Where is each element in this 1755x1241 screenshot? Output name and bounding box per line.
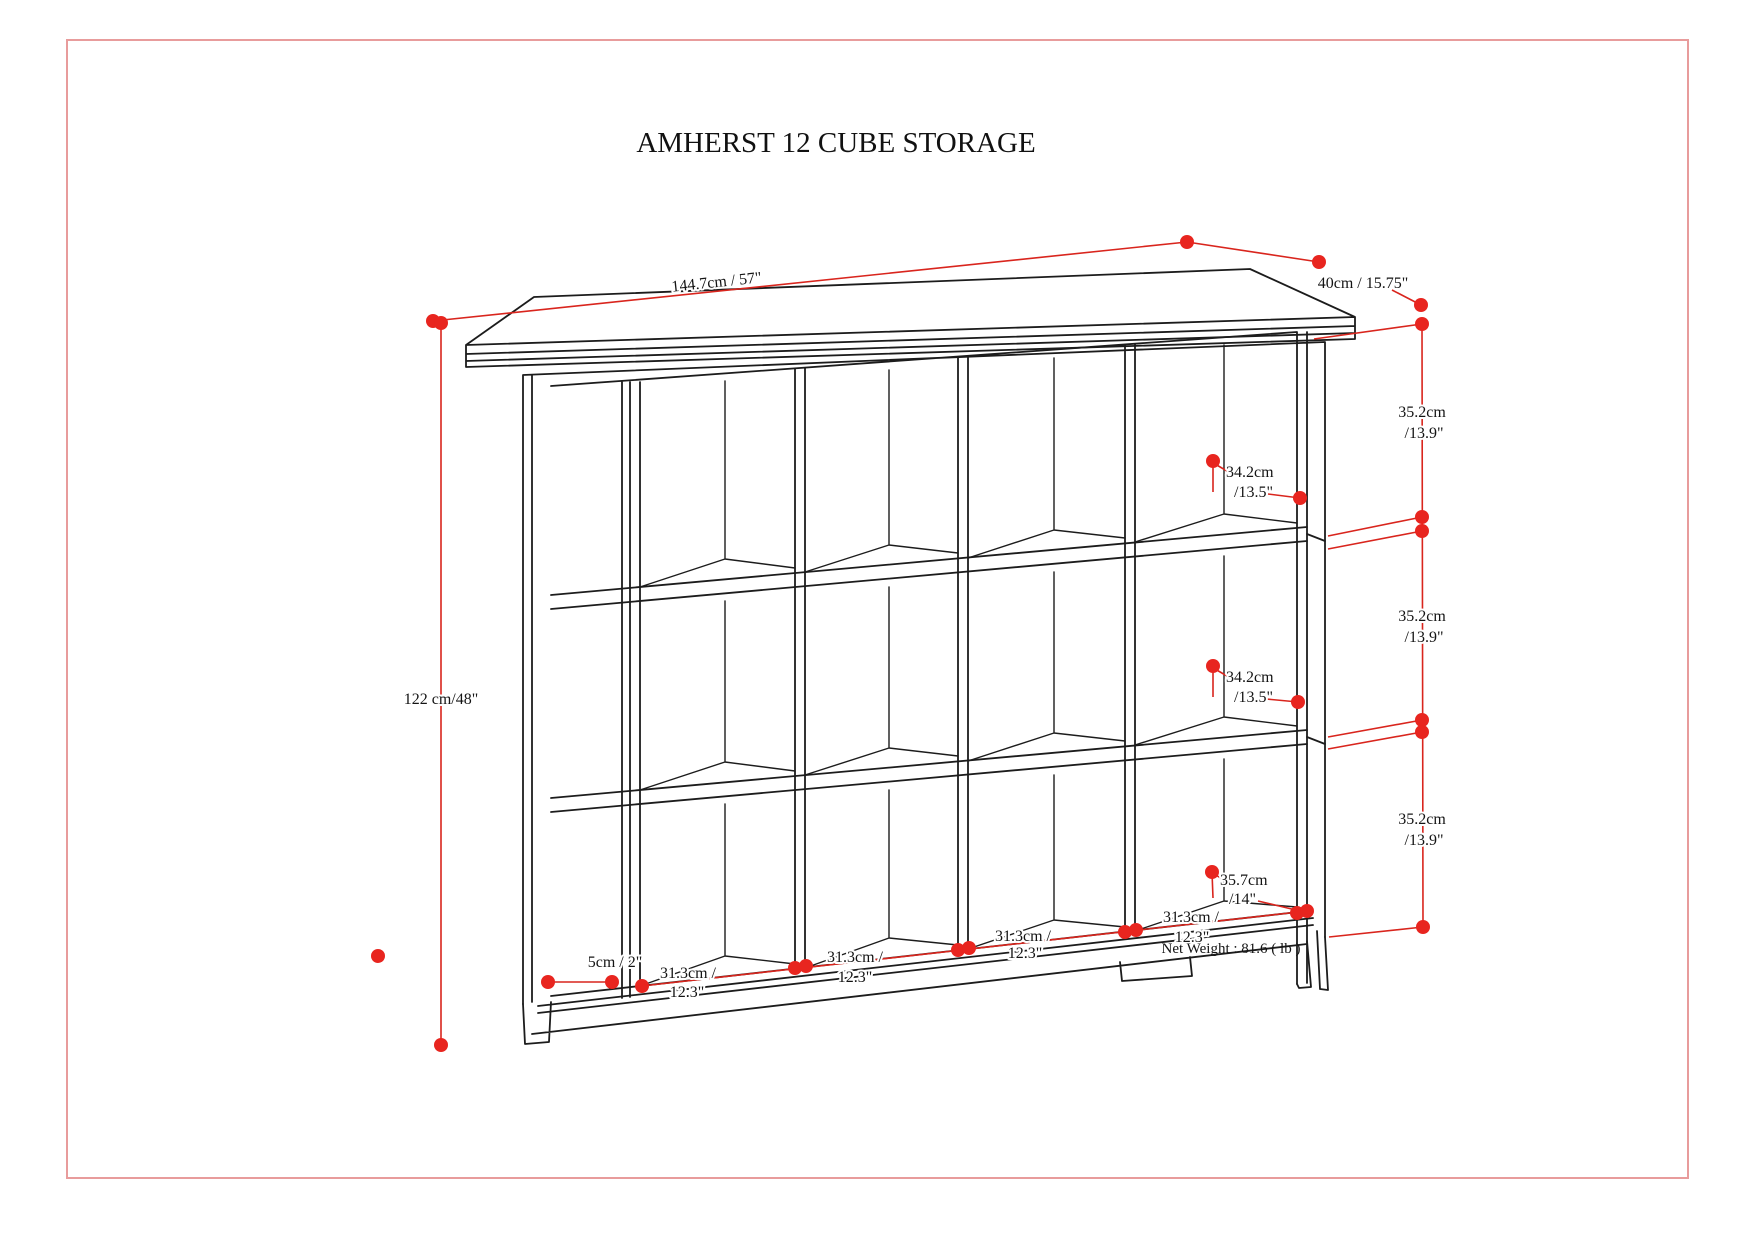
dim-dot — [1206, 454, 1220, 468]
dim-section-height-2-label: /13.9" — [1404, 629, 1444, 646]
dim-dot — [1414, 298, 1428, 312]
cabinet-top-molding — [466, 269, 1355, 367]
dim-dot — [1206, 659, 1220, 673]
cabinet-dividers — [795, 344, 1135, 969]
page-title: AMHERST 12 CUBE STORAGE — [636, 127, 1036, 159]
net-weight-label: Net Weight : 81.6 ( lb ) — [1161, 941, 1301, 957]
dim-dot — [799, 959, 813, 973]
dim-cube-width-1-label: 12.3" — [669, 984, 705, 1001]
dim-dot — [1300, 904, 1314, 918]
dim-bottom-cube-height-label: 35.7cm — [1220, 872, 1268, 889]
dim-cube-width-3-label: 31.3cm / — [995, 928, 1051, 945]
dim-overall-width-line — [433, 242, 1187, 321]
dim-overall-height-label: 122 cm/48" — [403, 691, 479, 708]
dim-dot — [434, 316, 448, 330]
dim-base-height-label: 5cm / 2" — [587, 954, 643, 971]
dim-dot — [541, 975, 555, 989]
dim-section-height-1-label: 35.2cm — [1398, 404, 1446, 421]
dim-cube-width-2-label: 31.3cm / — [827, 949, 883, 966]
dim-cube-width-2-label: 12.3" — [837, 969, 873, 986]
dim-cube-width-1-label: 31.3cm / — [660, 965, 716, 982]
dim-overall-width-label: 144.7cm / 57" — [670, 269, 763, 296]
dim-dot — [1415, 317, 1429, 331]
dim-overall-depth-label: 40cm / 15.75" — [1317, 275, 1409, 292]
dim-cube-height-1-label: /13.5" — [1234, 484, 1273, 501]
dim-cube-height-2-label: 34.2cm — [1226, 669, 1274, 686]
dim-cube-width-4-label: 31.3cm / — [1163, 909, 1219, 926]
cabinet-line-drawing — [466, 269, 1355, 1044]
dim-bottom-cube-height-label: /14" — [1229, 891, 1256, 908]
dim-dot — [1205, 865, 1219, 879]
dim-cube-width-4-label: 12.3" — [1174, 929, 1210, 946]
dim-dot — [1312, 255, 1326, 269]
dim-dot — [605, 975, 619, 989]
dim-section-height-3-label: 35.2cm — [1398, 811, 1446, 828]
dim-dot — [1415, 725, 1429, 739]
dim-cube-width-3-label: 12.3" — [1007, 945, 1043, 962]
dim-cube-height-1-label: 34.2cm — [1226, 464, 1274, 481]
cabinet-frame — [523, 332, 1325, 1004]
dim-dot — [1129, 923, 1143, 937]
dim-section-height-3-label: /13.9" — [1404, 832, 1444, 849]
dim-cube-height-2-label: /13.5" — [1234, 689, 1273, 706]
dim-dot — [1415, 713, 1429, 727]
dim-dot — [635, 979, 649, 993]
dim-dot — [371, 949, 385, 963]
dim-dot — [434, 1038, 448, 1052]
dim-dot — [1415, 524, 1429, 538]
dim-section-height-1-label: /13.9" — [1404, 425, 1444, 442]
dim-overall-depth-line — [1187, 242, 1421, 305]
dim-dot — [1293, 491, 1307, 505]
dim-dot — [1291, 695, 1305, 709]
dim-dot — [962, 941, 976, 955]
dim-section-height-2-label: 35.2cm — [1398, 608, 1446, 625]
dim-dot — [1415, 510, 1429, 524]
dim-dot — [1416, 920, 1430, 934]
dim-dot — [1180, 235, 1194, 249]
